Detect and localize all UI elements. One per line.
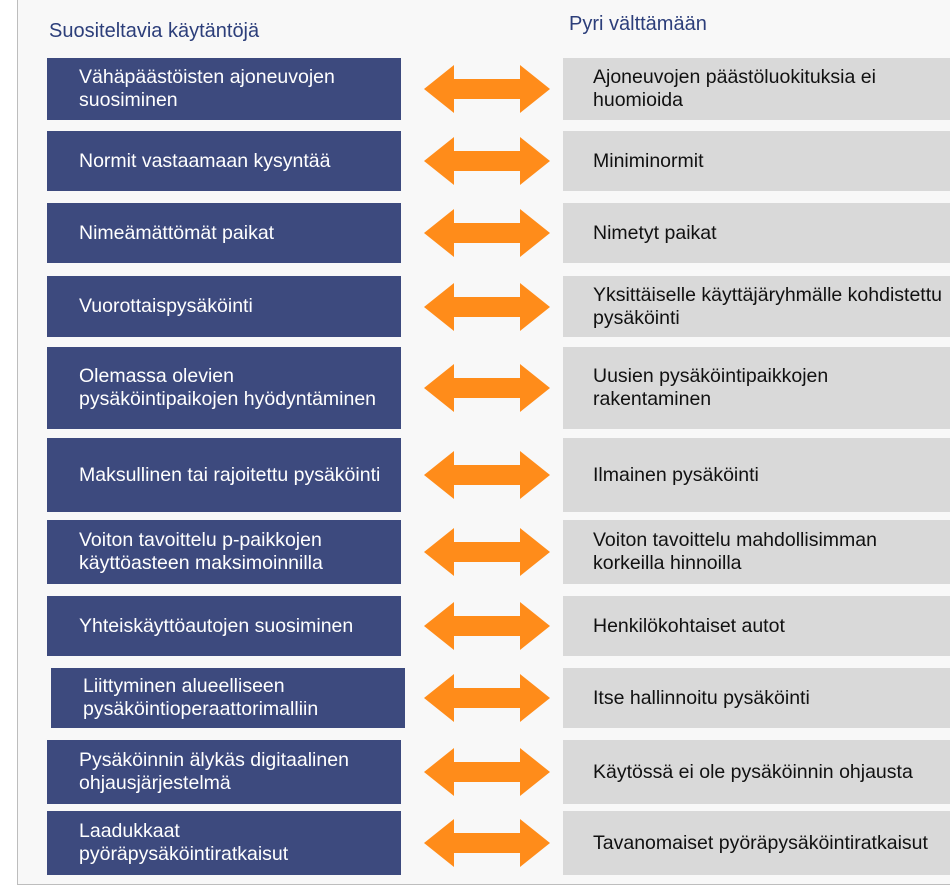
avoid-label: Miniminormit bbox=[593, 149, 704, 172]
double-arrow-icon bbox=[424, 748, 550, 796]
recommended-box bbox=[47, 740, 401, 804]
avoid-label: Uusien pysäköintipaikkojen rakentaminen bbox=[593, 365, 829, 410]
double-arrow-icon bbox=[424, 65, 550, 113]
double-arrow-icon bbox=[424, 137, 550, 185]
avoid-box bbox=[563, 520, 950, 584]
avoid-label: Ajoneuvojen päästöluokituksia ei huomioida bbox=[593, 66, 876, 111]
recommended-label: Nimeämättömät paikat bbox=[79, 221, 275, 244]
recommended-label: Yhteiskäyttöautojen suosiminen bbox=[79, 614, 354, 637]
recommended-box bbox=[47, 131, 401, 191]
avoid-label: Yksittäiselle käyttäjäryhmälle kohdistettu pysäköinti bbox=[593, 283, 942, 329]
recommended-box bbox=[47, 811, 401, 875]
recommended-heading: Suositeltavia käytäntöjä bbox=[49, 20, 260, 42]
avoid-label: Käytössä ei ole pysäköinnin ohjausta bbox=[593, 760, 913, 783]
recommended-box bbox=[47, 347, 401, 429]
recommended-label: Normit vastaamaan kysyntää bbox=[79, 149, 331, 172]
double-arrow-icon bbox=[424, 209, 550, 257]
double-arrow-icon bbox=[424, 602, 550, 650]
avoid-box bbox=[563, 811, 950, 875]
avoid-box bbox=[563, 740, 950, 804]
double-arrow-icon bbox=[424, 451, 550, 499]
avoid-label: Itse hallinnoitu pysäköinti bbox=[593, 686, 810, 709]
recommended-label: Liittyminen alueelliseen pysäköintioperaattorimalliin bbox=[83, 675, 319, 720]
avoid-heading: Pyri välttämään bbox=[569, 13, 707, 35]
avoid-box bbox=[563, 668, 950, 728]
recommended-label: Pysäköinnin älykäs digitaalinen ohjausjärjestelmä bbox=[79, 749, 349, 794]
recommended-label: Laadukkaat pyöräpysäköintiratkaisut bbox=[79, 820, 289, 865]
recommended-box bbox=[47, 58, 401, 120]
recommended-box bbox=[47, 276, 401, 337]
avoid-box bbox=[563, 131, 950, 191]
recommended-box bbox=[47, 203, 401, 263]
recommended-box bbox=[51, 668, 405, 728]
double-arrow-icon bbox=[424, 528, 550, 576]
double-arrow-icon bbox=[424, 283, 550, 331]
avoid-label: Henkilökohtaiset autot bbox=[593, 614, 785, 637]
avoid-box bbox=[563, 347, 950, 429]
recommended-label: Maksullinen tai rajoitettu pysäköinti bbox=[79, 463, 381, 486]
double-arrow-icon bbox=[424, 819, 550, 867]
recommended-box bbox=[47, 438, 401, 512]
avoid-label: Voiton tavoittelu mahdollisimman korkeilla hinnoilla bbox=[593, 529, 877, 574]
avoid-label: Ilmainen pysäköinti bbox=[593, 463, 759, 486]
avoid-box bbox=[563, 596, 950, 656]
avoid-box bbox=[563, 203, 950, 263]
avoid-box bbox=[563, 276, 950, 337]
double-arrow-icon bbox=[424, 674, 550, 722]
recommended-label: Vuorottaispysäköinti bbox=[79, 295, 253, 317]
recommended-label: Voiton tavoittelu p-paikkojen käyttöasteen maksimoinnilla bbox=[79, 529, 323, 574]
recommended-box bbox=[47, 596, 401, 656]
avoid-label: Nimetyt paikat bbox=[593, 221, 717, 244]
avoid-box bbox=[563, 438, 950, 512]
recommended-label: Olemassa olevien pysäköintipaikojen hyödyntäminen bbox=[79, 365, 377, 410]
double-arrow-icon bbox=[424, 364, 550, 412]
avoid-box bbox=[563, 58, 950, 120]
avoid-label: Tavanomaiset pyöräpysäköintiratkaisut bbox=[593, 831, 928, 854]
recommended-box bbox=[47, 520, 401, 584]
recommended-label: Vähäpäästöisten ajoneuvojen suosiminen bbox=[79, 66, 335, 111]
